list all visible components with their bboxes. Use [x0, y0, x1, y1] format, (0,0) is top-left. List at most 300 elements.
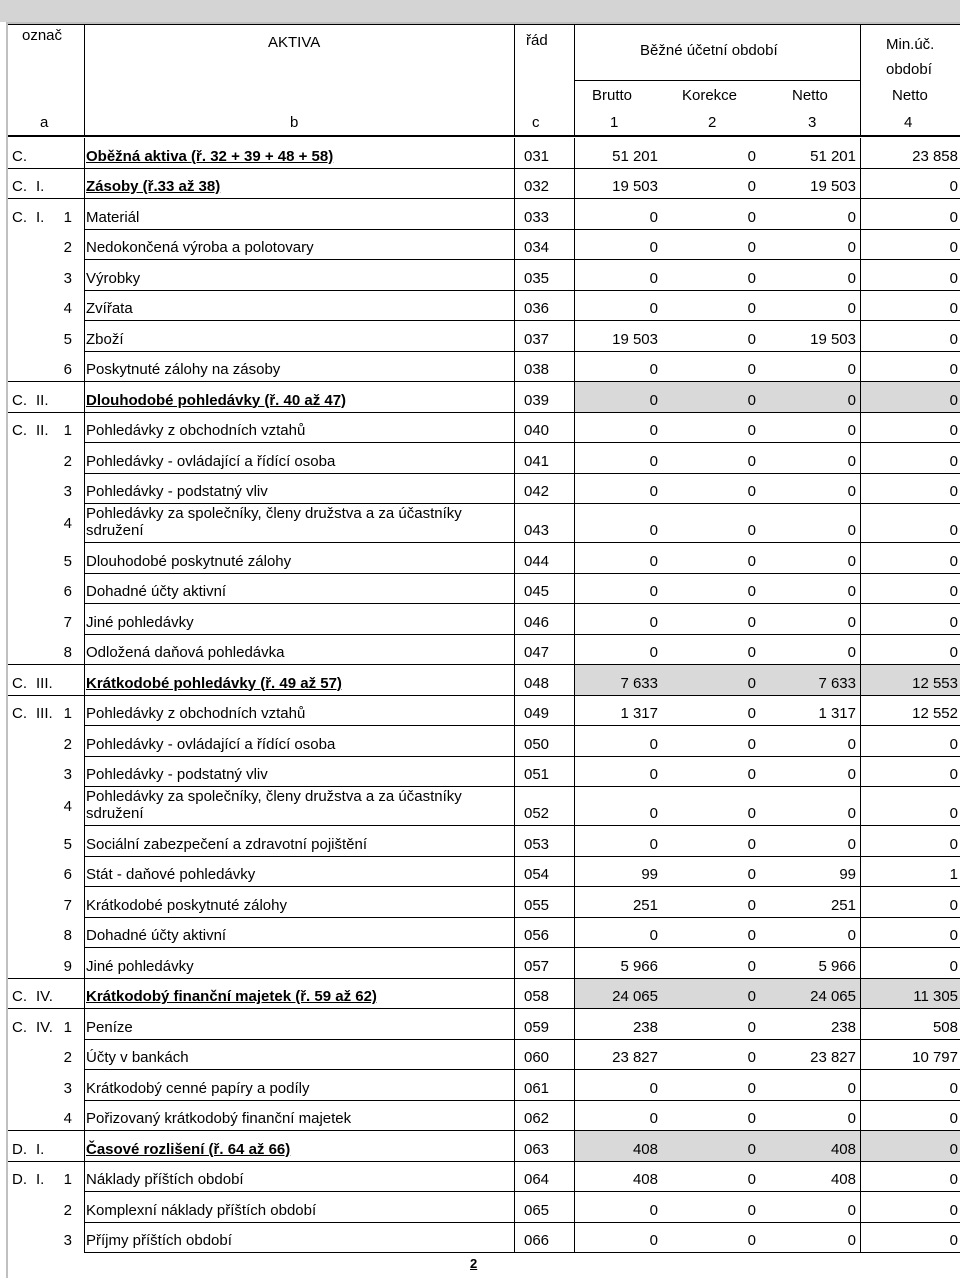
row-mark-3: 2	[63, 452, 72, 470]
value-korekce: 0	[747, 583, 756, 600]
row-mark-2: II.	[36, 391, 49, 409]
row-mark-2: I.	[36, 1171, 45, 1188]
value-netto-prev: 0	[949, 1201, 958, 1219]
row-mark-2: I.	[36, 1140, 45, 1158]
value-netto: 51 201	[810, 147, 856, 165]
header-label-a: a	[40, 114, 49, 131]
value-netto: 99	[839, 866, 856, 883]
value-netto-prev: 0	[949, 1232, 958, 1249]
row-label: Pohledávky za společníky, členy družstva a za účastníky	[86, 788, 462, 805]
row-number: 031	[524, 147, 550, 165]
row-mark-3: 5	[63, 552, 72, 570]
row-line	[84, 351, 960, 352]
row-label: Sociální zabezpečení a zdravotní pojištění	[86, 835, 368, 853]
row-line	[84, 442, 960, 443]
value-brutto: 0	[649, 583, 658, 600]
row-label: Časové rozlišení (ř. 64 až 66)	[86, 1140, 291, 1158]
value-brutto: 7 633	[620, 674, 658, 692]
value-netto: 24 065	[810, 988, 856, 1005]
row-number: 037	[524, 330, 550, 348]
row-line	[84, 259, 960, 260]
header-vline-a	[84, 24, 85, 136]
row-label: Jiné pohledávky	[86, 613, 194, 631]
row-mark-1: D.	[12, 1140, 27, 1158]
value-netto-prev: 12 553	[912, 674, 958, 692]
row-label: Dohadné účty aktivní	[86, 927, 227, 944]
row-mark-3: 6	[63, 361, 72, 378]
value-brutto: 0	[649, 239, 658, 256]
value-netto: 0	[847, 300, 856, 317]
header-period-prev-2: období	[886, 61, 932, 78]
value-brutto: 0	[649, 361, 658, 378]
row-line	[84, 756, 960, 757]
row-number: 036	[524, 300, 550, 317]
row-mark-3: 2	[63, 1201, 72, 1219]
value-brutto: 24 065	[612, 988, 658, 1005]
value-korekce: 0	[747, 1049, 756, 1066]
row-label: Pohledávky - ovládající a řídící osoba	[86, 452, 336, 470]
row-label: Krátkodobý finanční majetek (ř. 59 až 62)	[86, 988, 377, 1005]
value-netto-prev: 0	[949, 208, 958, 226]
row-line	[84, 542, 960, 543]
value-korekce: 0	[747, 957, 756, 975]
value-netto: 0	[847, 552, 856, 570]
value-netto-prev: 0	[949, 896, 958, 914]
row-label: Náklady příštích období	[86, 1171, 244, 1188]
value-korekce: 0	[747, 866, 756, 883]
value-netto-prev: 0	[949, 735, 958, 753]
value-netto-prev: 0	[949, 927, 958, 944]
value-netto: 0	[847, 927, 856, 944]
value-korekce: 0	[747, 452, 756, 470]
value-korekce: 0	[747, 1018, 756, 1036]
row-mark-1: C.	[12, 422, 27, 439]
row-label: Peníze	[86, 1018, 133, 1036]
value-korekce: 0	[747, 330, 756, 348]
value-netto: 0	[847, 1232, 856, 1249]
value-netto-prev: 0	[949, 361, 958, 378]
value-netto: 0	[847, 422, 856, 439]
value-brutto: 0	[649, 835, 658, 853]
value-netto: 0	[847, 805, 856, 822]
header-vline-b	[514, 24, 515, 136]
row-line	[84, 1252, 960, 1253]
value-korekce: 0	[747, 1171, 756, 1188]
row-label: Materiál	[86, 208, 140, 226]
row-label: Dlouhodobé pohledávky (ř. 40 až 47)	[86, 391, 347, 409]
value-netto: 0	[847, 613, 856, 631]
row-mark-2: IV.	[36, 988, 53, 1005]
value-netto: 0	[847, 835, 856, 853]
value-korekce: 0	[747, 805, 756, 822]
value-netto: 251	[830, 896, 856, 914]
header-period-line	[574, 80, 860, 81]
value-brutto: 0	[649, 1232, 658, 1249]
value-netto: 0	[847, 644, 856, 661]
value-brutto: 1 317	[620, 705, 658, 722]
value-brutto: 0	[649, 766, 658, 783]
row-line	[8, 695, 960, 696]
value-brutto: 0	[649, 552, 658, 570]
row-mark-3: 8	[63, 644, 72, 661]
row-mark-3: 1	[63, 1018, 72, 1036]
header-label-4: 4	[904, 114, 913, 131]
row-mark-1: D.	[12, 1171, 27, 1188]
row-line	[84, 1100, 960, 1101]
row-number: 042	[524, 483, 550, 500]
value-netto-prev: 0	[949, 583, 958, 600]
value-netto-prev: 1	[949, 866, 958, 883]
value-netto: 0	[847, 1079, 856, 1097]
value-brutto: 0	[649, 735, 658, 753]
value-netto-prev: 0	[949, 269, 958, 287]
row-label: Poskytnuté zálohy na zásoby	[86, 361, 281, 378]
page-number: 2	[470, 1256, 478, 1271]
value-korekce: 0	[747, 896, 756, 914]
row-mark-3: 4	[63, 515, 72, 532]
row-line	[84, 1191, 960, 1192]
value-netto-prev: 0	[949, 1110, 958, 1127]
header-label-3: 3	[808, 114, 817, 131]
row-mark-3: 8	[63, 927, 72, 944]
row-line	[84, 320, 960, 321]
row-mark-3: 5	[63, 835, 72, 853]
value-brutto: 0	[649, 1110, 658, 1127]
row-label-2: sdružení	[86, 805, 144, 822]
value-netto: 0	[847, 583, 856, 600]
row-line	[8, 1161, 960, 1162]
value-korekce: 0	[747, 239, 756, 256]
value-brutto: 99	[641, 866, 658, 883]
row-mark-2: IV.	[36, 1018, 53, 1036]
row-line	[84, 947, 960, 948]
value-netto: 0	[847, 391, 856, 409]
row-mark-3: 5	[63, 330, 72, 348]
value-netto: 238	[830, 1018, 856, 1036]
row-number: 062	[524, 1110, 550, 1127]
row-number: 047	[524, 644, 550, 661]
row-number: 034	[524, 239, 550, 256]
row-number: 053	[524, 835, 550, 853]
value-korekce: 0	[747, 522, 756, 539]
value-netto: 7 633	[818, 674, 856, 692]
value-korekce: 0	[747, 927, 756, 944]
value-brutto: 238	[632, 1018, 658, 1036]
row-number: 064	[524, 1171, 550, 1188]
value-netto-prev: 0	[949, 452, 958, 470]
header-col-a: označ	[22, 27, 63, 44]
row-label: Krátkodobé pohledávky (ř. 49 až 57)	[86, 674, 342, 692]
value-netto: 23 827	[810, 1049, 856, 1066]
row-mark-1: C.	[12, 178, 27, 195]
value-korekce: 0	[747, 552, 756, 570]
row-line	[84, 725, 960, 726]
value-korekce: 0	[747, 766, 756, 783]
row-number: 032	[524, 178, 550, 195]
value-netto: 1 317	[818, 705, 856, 722]
header-korekce: Korekce	[682, 87, 738, 104]
value-netto: 19 503	[810, 330, 856, 348]
value-netto-prev: 10 797	[912, 1049, 958, 1066]
row-number: 060	[524, 1049, 550, 1066]
balance-sheet	[8, 24, 960, 1278]
row-mark-2: II.	[36, 422, 49, 439]
value-netto-prev: 0	[949, 766, 958, 783]
value-korekce: 0	[747, 300, 756, 317]
row-line	[8, 412, 960, 413]
row-number: 046	[524, 613, 550, 631]
header-brutto: Brutto	[592, 87, 633, 104]
value-brutto: 23 827	[612, 1049, 658, 1066]
row-label: Jiné pohledávky	[86, 957, 194, 975]
row-label: Oběžná aktiva (ř. 32 + 39 + 48 + 58)	[86, 147, 334, 165]
header-period-current: Běžné účetní období	[640, 42, 778, 59]
value-netto-prev: 11 305	[913, 988, 958, 1005]
value-korekce: 0	[747, 208, 756, 226]
row-number: 059	[524, 1018, 550, 1036]
value-brutto: 0	[649, 613, 658, 631]
row-label-2: sdružení	[86, 522, 144, 539]
row-number: 050	[524, 735, 550, 753]
row-mark-2: I.	[36, 178, 45, 195]
row-mark-3: 6	[63, 583, 72, 600]
row-mark-3: 7	[63, 613, 72, 631]
value-netto-prev: 0	[949, 552, 958, 570]
row-mark-3: 3	[63, 1232, 72, 1249]
value-brutto: 51 201	[612, 147, 658, 165]
value-brutto: 5 966	[620, 957, 658, 975]
value-brutto: 19 503	[612, 330, 658, 348]
header-vline-c	[574, 24, 575, 136]
row-number: 040	[524, 422, 550, 439]
value-korekce: 0	[747, 988, 756, 1005]
value-netto: 0	[847, 522, 856, 539]
value-brutto: 0	[649, 391, 658, 409]
row-mark-3: 2	[63, 735, 72, 753]
value-korekce: 0	[747, 269, 756, 287]
row-number: 066	[524, 1232, 550, 1249]
value-korekce: 0	[747, 391, 756, 409]
value-korekce: 0	[747, 1201, 756, 1219]
row-label: Dlouhodobé poskytnuté zálohy	[86, 552, 292, 570]
value-netto-prev: 0	[949, 835, 958, 853]
row-mark-3: 7	[63, 896, 72, 914]
row-line	[84, 1222, 960, 1223]
row-number: 043	[524, 522, 550, 539]
row-label: Účty v bankách	[86, 1049, 189, 1066]
row-line	[84, 634, 960, 635]
value-netto: 0	[847, 766, 856, 783]
row-number: 055	[524, 896, 550, 914]
row-line	[84, 573, 960, 574]
row-number: 038	[524, 361, 550, 378]
value-netto: 0	[847, 1201, 856, 1219]
row-mark-3: 4	[63, 1110, 72, 1127]
value-netto: 0	[847, 452, 856, 470]
row-number: 045	[524, 583, 550, 600]
row-line	[84, 856, 960, 857]
row-line	[84, 473, 960, 474]
row-label: Pořizovaný krátkodobý finanční majetek	[86, 1110, 352, 1127]
value-korekce: 0	[747, 1232, 756, 1249]
value-brutto: 0	[649, 452, 658, 470]
value-korekce: 0	[747, 835, 756, 853]
row-label: Stát - daňové pohledávky	[86, 866, 256, 883]
value-korekce: 0	[747, 705, 756, 722]
row-number: 061	[524, 1079, 550, 1097]
value-netto: 0	[847, 239, 856, 256]
body-vline	[574, 138, 575, 1253]
top-bar	[0, 0, 960, 22]
row-mark-1: C.	[12, 705, 27, 722]
value-korekce: 0	[747, 644, 756, 661]
row-label: Zboží	[86, 330, 124, 348]
row-label: Pohledávky - podstatný vliv	[86, 766, 268, 783]
row-number: 044	[524, 552, 550, 570]
value-brutto: 0	[649, 208, 658, 226]
row-mark-2: III.	[36, 674, 53, 692]
header-netto: Netto	[792, 87, 828, 104]
row-mark-1: C.	[12, 147, 27, 165]
row-mark-3: 4	[63, 300, 72, 317]
value-korekce: 0	[747, 674, 756, 692]
value-korekce: 0	[747, 361, 756, 378]
row-mark-3: 1	[63, 1171, 72, 1188]
header-bottom-line	[8, 135, 960, 137]
row-mark-3: 1	[63, 705, 72, 722]
row-number: 041	[524, 452, 550, 470]
header-label-c: c	[532, 114, 540, 131]
row-mark-3: 2	[63, 239, 72, 256]
row-number: 035	[524, 269, 550, 287]
value-korekce: 0	[747, 1079, 756, 1097]
value-korekce: 0	[747, 1110, 756, 1127]
value-netto-prev: 0	[949, 805, 958, 822]
value-brutto: 251	[632, 896, 658, 914]
row-mark-3: 3	[63, 269, 72, 287]
row-line	[84, 1039, 960, 1040]
value-korekce: 0	[747, 613, 756, 631]
row-mark-3: 1	[63, 422, 72, 439]
value-netto-prev: 0	[949, 300, 958, 317]
row-mark-3: 6	[63, 866, 72, 883]
value-brutto: 19 503	[612, 178, 658, 195]
value-korekce: 0	[747, 735, 756, 753]
row-label: Pohledávky z obchodních vztahů	[86, 705, 306, 722]
row-mark-3: 9	[63, 957, 72, 975]
row-mark-1: C.	[12, 988, 27, 1005]
value-netto-prev: 0	[949, 644, 958, 661]
row-label: Krátkodobé poskytnuté zálohy	[86, 896, 287, 914]
row-label: Nedokončená výroba a polotovary	[86, 239, 314, 256]
body-vline	[860, 138, 861, 1253]
value-netto: 5 966	[818, 957, 856, 975]
value-brutto: 0	[649, 644, 658, 661]
row-number: 058	[524, 988, 550, 1005]
value-korekce: 0	[747, 1140, 756, 1158]
row-number: 049	[524, 705, 550, 722]
row-number: 063	[524, 1140, 550, 1158]
value-netto: 0	[847, 1110, 856, 1127]
header-label-b: b	[290, 114, 299, 131]
row-mark-3: 3	[63, 483, 72, 500]
header-period-prev-1: Min.úč.	[886, 36, 935, 53]
header-netto-prev: Netto	[892, 87, 928, 104]
row-line	[84, 503, 960, 504]
row-number: 057	[524, 957, 550, 975]
value-korekce: 0	[747, 147, 756, 165]
row-label: Pohledávky - podstatný vliv	[86, 483, 268, 500]
value-netto-prev: 0	[949, 1140, 958, 1158]
row-line	[84, 825, 960, 826]
row-line	[84, 603, 960, 604]
value-brutto: 0	[649, 269, 658, 287]
value-netto: 408	[830, 1140, 856, 1158]
row-label: Výrobky	[86, 269, 141, 287]
row-label: Příjmy příštích období	[86, 1232, 232, 1249]
row-mark-3: 1	[63, 208, 72, 226]
row-number: 056	[524, 927, 550, 944]
row-label: Zásoby (ř.33 až 38)	[86, 178, 221, 195]
value-netto-prev: 0	[949, 1079, 958, 1097]
value-netto-prev: 0	[949, 330, 958, 348]
value-netto-prev: 0	[949, 483, 958, 500]
row-mark-2: III.	[36, 705, 53, 722]
value-brutto: 0	[649, 927, 658, 944]
row-number: 039	[524, 391, 550, 409]
header-col-c: řád	[526, 32, 548, 49]
value-netto-prev: 0	[949, 239, 958, 256]
row-line	[84, 917, 960, 918]
value-brutto: 0	[649, 805, 658, 822]
row-line	[8, 198, 960, 199]
body-vline	[84, 138, 85, 1253]
row-label: Dohadné účty aktivní	[86, 583, 227, 600]
value-netto: 408	[830, 1171, 856, 1188]
row-label: Krátkodobý cenné papíry a podíly	[86, 1079, 310, 1097]
value-netto: 0	[847, 361, 856, 378]
row-label: Odložená daňová pohledávka	[86, 644, 285, 661]
value-netto-prev: 0	[949, 613, 958, 631]
value-netto-prev: 12 552	[912, 705, 958, 722]
header-col-b: AKTIVA	[268, 34, 321, 51]
row-label: Zvířata	[86, 300, 133, 317]
row-mark-1: C.	[12, 208, 27, 226]
header-top-line	[8, 24, 960, 25]
row-number: 052	[524, 805, 550, 822]
value-netto-prev: 0	[949, 1171, 958, 1188]
value-brutto: 0	[649, 1201, 658, 1219]
body-vline	[514, 138, 515, 1253]
row-mark-1: C.	[12, 674, 27, 692]
row-mark-3: 2	[63, 1049, 72, 1066]
row-label: Pohledávky za společníky, členy družstva a za účastníky	[86, 505, 462, 522]
row-label: Pohledávky z obchodních vztahů	[86, 422, 306, 439]
value-netto-prev: 0	[949, 178, 958, 195]
row-mark-2: I.	[36, 208, 45, 226]
value-brutto: 408	[632, 1171, 658, 1188]
row-number: 033	[524, 208, 550, 226]
row-label: Komplexní náklady příštích období	[86, 1201, 317, 1219]
header-vline-prev	[860, 24, 861, 136]
row-mark-3: 4	[63, 798, 72, 815]
value-netto: 19 503	[810, 178, 856, 195]
value-brutto: 0	[649, 522, 658, 539]
value-netto-prev: 0	[949, 422, 958, 439]
row-line	[84, 886, 960, 887]
row-mark-1: C.	[12, 1018, 27, 1036]
row-label: Pohledávky - ovládající a řídící osoba	[86, 735, 336, 753]
